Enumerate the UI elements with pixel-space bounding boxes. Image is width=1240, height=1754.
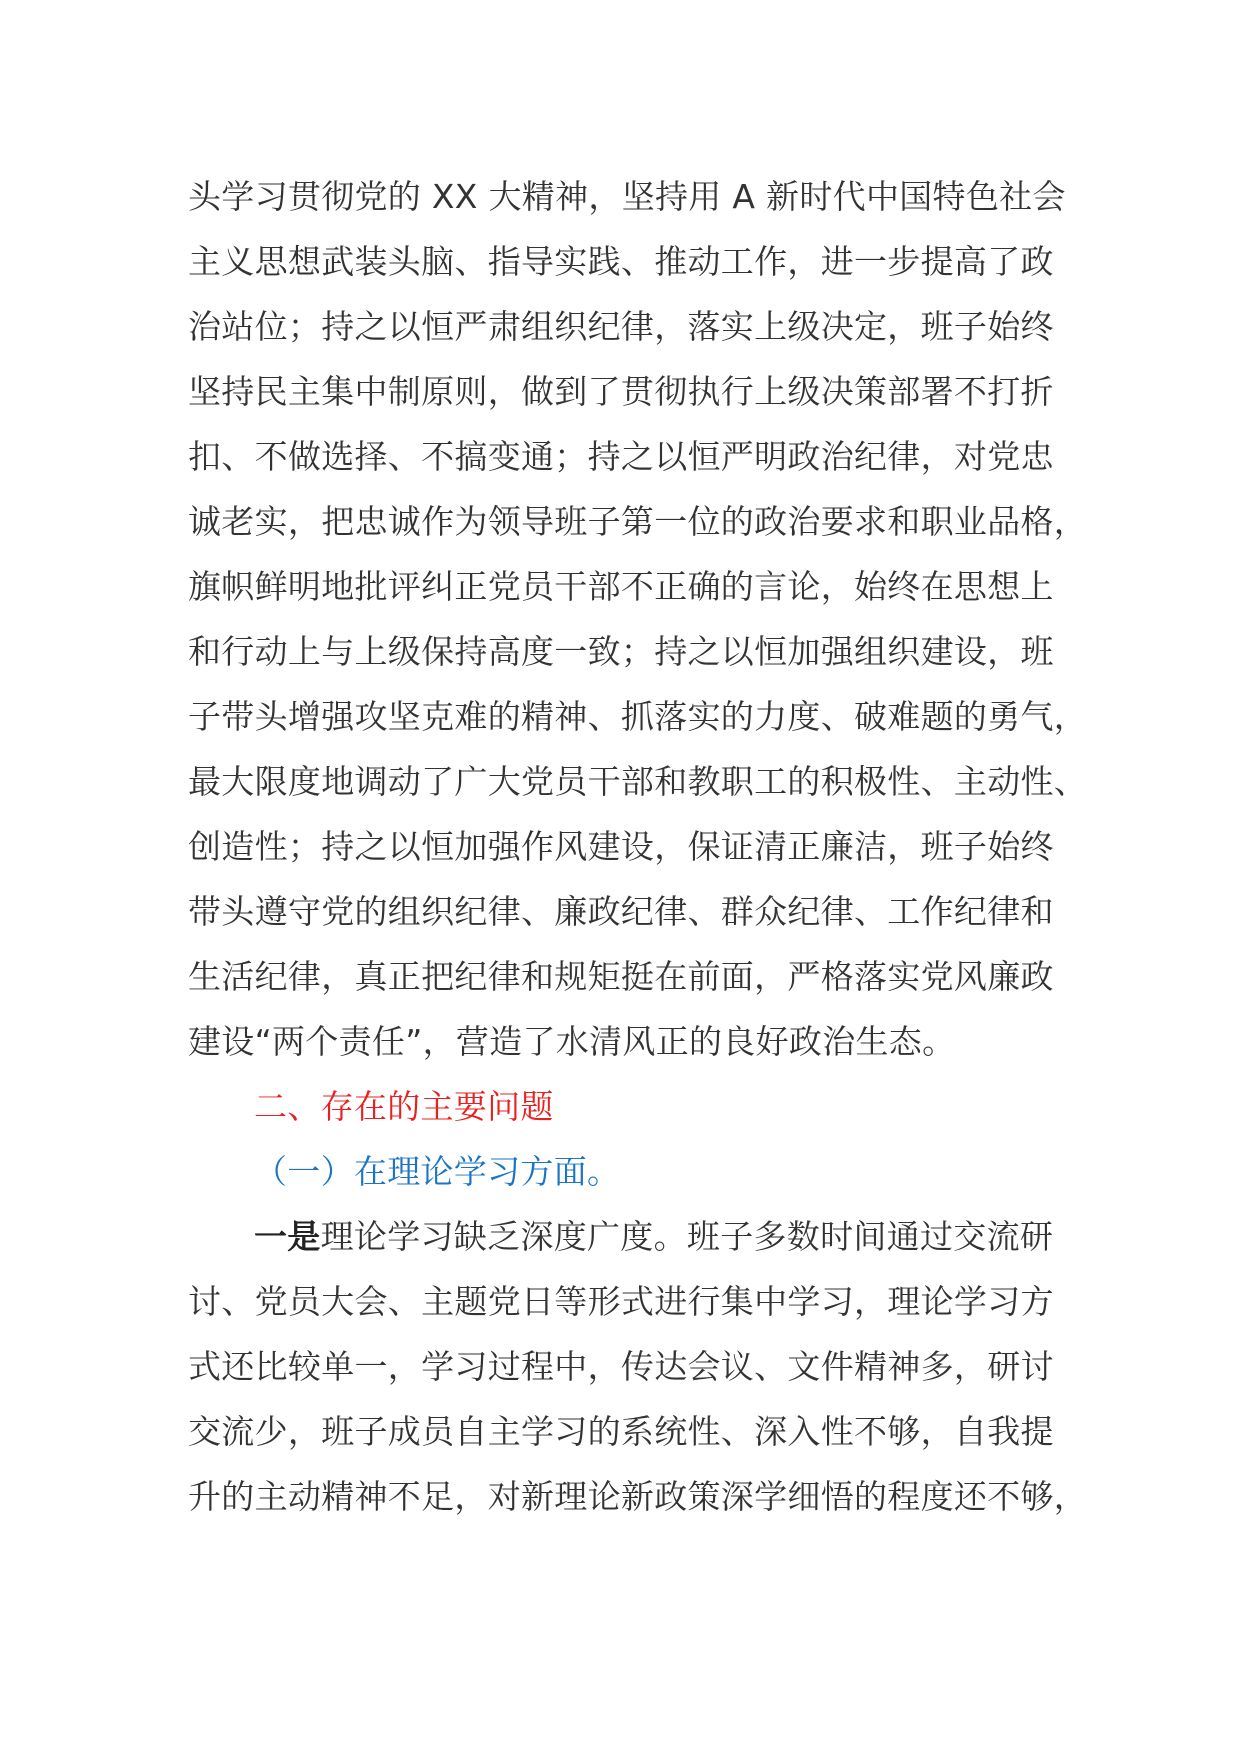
text-line: 创造性；持之以恒加强作风建设，保证清正廉洁，班子始终 [188,827,1054,866]
paragraph-theory-study [188,1204,1088,1529]
text-line: 头学习贯彻党的 XX 大精神，坚持用 A 新时代中国特色社会 [188,177,1066,216]
text-line: 升的主动精神不足，对新理论新政策深学细悟的程度还不够， [188,1477,1088,1516]
paragraph-achievements [188,164,1088,1074]
text-line: 式还比较单一，学习过程中，传达会议、文件精神多，研讨 [188,1347,1054,1386]
text-line: 和行动上与上级保持高度一致；持之以恒加强组织建设，班 [188,632,1054,671]
text-line: 治站位；持之以恒严肃组织纪律，落实上级决定，班子始终 [188,307,1054,346]
text-line: 扣、不做选择、不搞变通；持之以恒严明政治纪律，对党忠 [188,437,1054,476]
text-line: 旗帜鲜明地批评纠正党员干部不正确的言论，始终在思想上 [188,567,1054,606]
text-line: 建设“两个责任”，营造了水清风正的良好政治生态。 [188,1022,956,1061]
text-line: 诚老实，把忠诚作为领导班子第一位的政治要求和职业品格， [188,502,1088,541]
text-line-first [188,1204,1068,1269]
text-line: 生活纪律，真正把纪律和规矩挺在前面，严格落实党风廉政 [188,957,1054,996]
text-line: 交流少，班子成员自主学习的系统性、深入性不够，自我提 [188,1412,1054,1451]
subsection-heading-theory-study: （一）在理论学习方面。 [254,1152,621,1191]
text-line: 子带头增强攻坚克难的精神、抓落实的力度、破难题的勇气， [188,697,1088,736]
text-line: 主义思想武装头脑、指导实践、推动工作，进一步提高了政 [188,242,1054,281]
text-line: 最大限度地调动了广大党员干部和教职工的积极性、主动性、 [188,762,1088,801]
lead-label: 一是 [254,1217,321,1256]
section-heading-main-problems: 二、存在的主要问题 [254,1087,554,1126]
text-line: 讨、党员大会、主题党日等形式进行集中学习，理论学习方 [188,1282,1054,1321]
lead-text: 理论学习缺乏深度广度。班子多数时间通过交流研 [320,1217,1054,1256]
text-line: 带头遵守党的组织纪律、廉政纪律、群众纪律、工作纪律和 [188,892,1054,931]
text-line: 坚持民主集中制原则，做到了贯彻执行上级决策部署不打折 [188,372,1054,411]
document-body [188,164,1088,1529]
